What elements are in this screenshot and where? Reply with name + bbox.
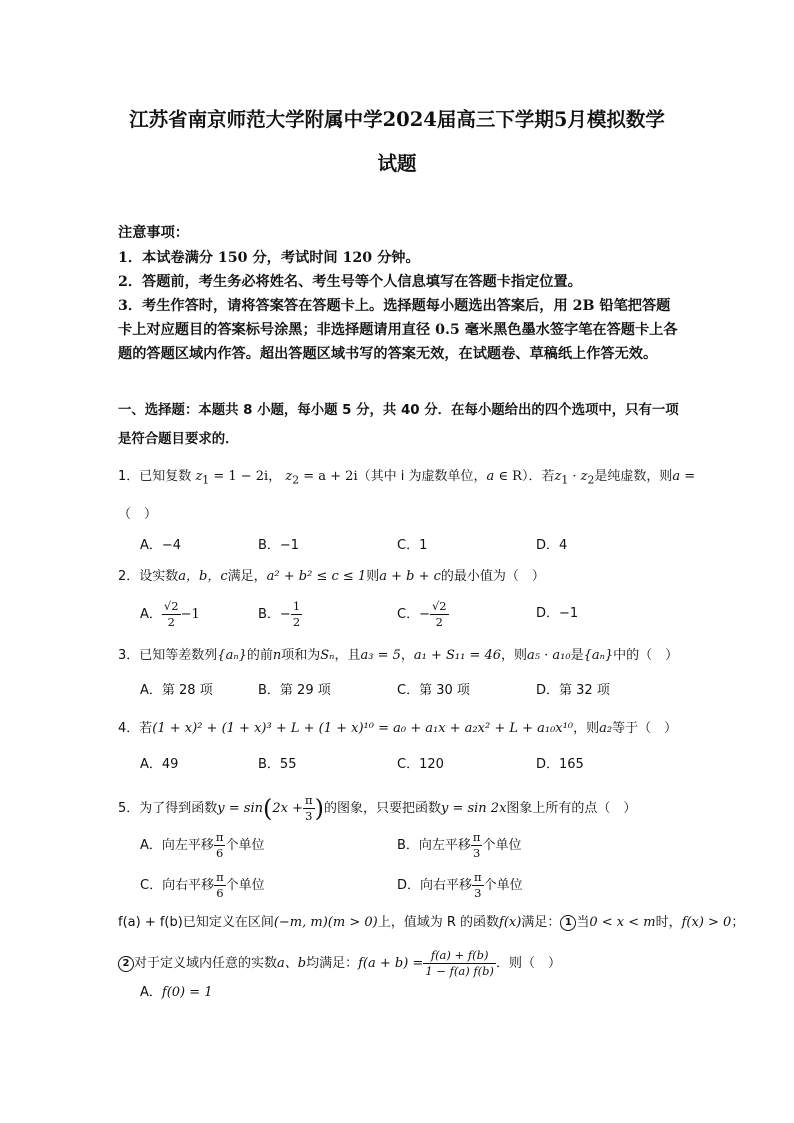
q5-option-b[interactable]	[397, 832, 522, 859]
q2-a-fraction: $\frac{√2}{2}$	[163, 599, 179, 629]
question-1	[118, 466, 696, 492]
q3-option-c[interactable]: C．第 30 项	[397, 683, 470, 698]
question-5	[118, 789, 684, 829]
q6-fx: f(x)	[499, 915, 522, 930]
q6-a-expression: f(0) = 1	[161, 985, 213, 1000]
q3-cond-1: a₃ = 5	[360, 648, 401, 663]
q4-option-c[interactable]: C．120	[397, 757, 444, 772]
title-line-1: 江苏省南京师范大学附属中学2024届高三下学期5月模拟数学	[129, 108, 665, 131]
q2-number: 2．	[118, 569, 140, 584]
q3-option-b[interactable]: B．第 29 项	[258, 683, 331, 698]
q4-text-1: 若	[139, 721, 153, 736]
q5-b-label: B．向左平移	[397, 838, 471, 853]
q4-text-3: 等于（ ）	[612, 721, 678, 736]
q1-eq: =	[680, 469, 696, 484]
q5-func-1-arg: 2x +	[272, 801, 304, 816]
q6-circled-2: 2	[118, 956, 134, 972]
question-3	[118, 645, 684, 667]
q6-number: f(a) + f(b)	[118, 915, 183, 930]
q4-option-d[interactable]: D．165	[536, 757, 584, 772]
section-heading: 一、选择题：本题共 8 小题，每小题 5 分，共 40 分．在每小题给出的四个选项中，只有一项是符合题目要求的．	[118, 403, 679, 447]
q1-aset: ∈ R	[494, 469, 522, 484]
q5-option-c[interactable]	[140, 872, 265, 899]
q5-paren-right: )	[314, 794, 324, 823]
q2-vars: a，b，c	[178, 569, 228, 584]
question-6-line-1	[118, 912, 745, 934]
q4-option-b[interactable]: B．55	[258, 757, 297, 772]
q5-c-label: C．向右平移	[140, 878, 215, 893]
q1-product: $z_1 \cdot z_2$	[554, 469, 595, 487]
q5-func-1-sin: y = sin	[217, 801, 263, 816]
q6-text-4: 当	[576, 915, 590, 930]
title-line-2: 试题	[377, 152, 417, 175]
q1-option-a[interactable]: A．−4	[140, 538, 182, 553]
q3-text-b: 的前	[246, 648, 273, 663]
q2-option-a[interactable]	[140, 601, 200, 628]
question-4	[118, 718, 684, 740]
q3-seq: {aₙ}	[217, 648, 247, 663]
q2-text-4: 的最小值为（ ）	[440, 569, 545, 584]
q4-option-a[interactable]: A．49	[140, 757, 179, 772]
q5-a-fraction: $\frac{\pi}{6}$	[215, 830, 224, 860]
q5-c-fraction: $\frac{\pi}{6}$	[216, 870, 224, 900]
q3-text-e: ，	[400, 648, 414, 663]
q6-text-5: 时，	[655, 915, 682, 930]
q2-text-2: 满足，	[227, 569, 267, 584]
q5-number: 5．	[118, 801, 140, 816]
q2-option-b[interactable]	[258, 601, 302, 628]
q6-text-6: ；	[731, 915, 745, 930]
q6-text-7: 对于定义域内任意的实数	[134, 956, 278, 971]
q3-text-d: ，且	[334, 648, 361, 663]
q6-condition: 0 < x < m	[589, 915, 656, 930]
q1-text-2: （其中 i 为虚数单位，	[357, 469, 487, 484]
q2-text-1: 设实数	[139, 569, 179, 584]
q6-a-label: A．	[140, 985, 162, 1000]
q1-a: a	[486, 469, 495, 484]
q3-text-f: ，则	[501, 648, 528, 663]
q2-text-3: 则	[366, 569, 380, 584]
q6-text-2: 上，值域为 R 的函数	[377, 915, 500, 930]
q3-product: a₅ · a₁₀	[527, 648, 571, 663]
q5-func-2: y = sin 2x	[440, 801, 507, 816]
q5-b-fraction: $\frac{\pi}{3}$	[472, 830, 481, 860]
exam-title	[110, 98, 684, 186]
q3-option-d[interactable]: D．第 32 项	[536, 683, 610, 698]
note-item-1: 1．本试卷满分 150 分，考试时间 120 分钟。	[118, 250, 420, 266]
q2-b-label: B．−	[258, 607, 291, 622]
q6-fraction: $\frac{f(a) + f(b)}{1 - f(a) f(b)}$	[425, 948, 494, 978]
q6-text-3: 满足：	[521, 915, 561, 930]
q4-a2: a₂	[599, 721, 613, 736]
q4-expression: (1 + x)² + (1 + x)³ + L + (1 + x)¹⁰ = a₀ + a₁x + a₂x² + L + a₁₀x¹⁰	[152, 721, 574, 736]
q5-d-label: D．向右平移	[397, 878, 473, 893]
q1-number: 1．	[118, 469, 140, 484]
q2-option-c[interactable]	[397, 601, 449, 628]
q2-option-d[interactable]: D．−1	[536, 606, 579, 621]
q3-number: 3．	[118, 648, 140, 663]
q3-text-g: 是	[570, 648, 584, 663]
q1-text-3: ）．若	[521, 469, 555, 484]
q2-c-label: C．−	[397, 607, 430, 622]
q5-c-unit: 个单位	[225, 878, 265, 893]
q1-option-b[interactable]: B．−1	[258, 538, 300, 553]
q3-text-c: 项和为	[281, 648, 321, 663]
q1-z1: $z_1 = 1 - 2i$	[195, 469, 269, 487]
q5-a-unit: 个单位	[225, 838, 265, 853]
q5-option-d[interactable]	[397, 872, 523, 899]
q6-option-a[interactable]	[140, 982, 213, 1004]
q5-b-unit: 个单位	[482, 838, 522, 853]
q1-ask: a	[672, 469, 681, 484]
q5-d-unit: 个单位	[483, 878, 523, 893]
q6-interval: (−m, m)(m > 0)	[273, 915, 378, 930]
q1-option-d[interactable]: D．4	[536, 538, 568, 553]
q1-text-1: 已知复数	[139, 469, 192, 484]
q6-lhs: f(a + b) =	[358, 956, 424, 971]
q5-text-3: 图象上所有的点（ ）	[506, 801, 637, 816]
q2-a-post: −1	[180, 607, 200, 622]
q1-z2: $z_2 = a + 2i$	[285, 469, 358, 487]
q6-fpos: f(x) > 0	[681, 915, 732, 930]
q1-blank: （ ）	[118, 507, 158, 522]
question-2	[118, 566, 684, 588]
q1-sep: ，	[268, 469, 282, 484]
q2-expression: a + b + c	[379, 569, 441, 584]
q3-n: n	[272, 648, 282, 663]
q2-condition: a² + b² ≤ c ≤ 1	[266, 569, 367, 584]
q6-ab: a、b	[277, 956, 307, 971]
question-6-line-2	[118, 944, 684, 984]
q4-text-2: ，则	[573, 721, 600, 736]
note-item-2: 2．答题前，考生务必将姓名、考生号等个人信息填写在答题卡指定位置。	[118, 274, 582, 290]
q3-text-a: 已知等差数列	[139, 648, 218, 663]
q5-text-2: 的图象，只要把函数	[323, 801, 441, 816]
q2-b-fraction: $\frac{1}{2}$	[292, 599, 301, 629]
q6-circled-1: 1	[560, 915, 576, 931]
q1-text-4: 是纯虚数，则	[594, 469, 673, 484]
q5-text-1: 为了得到函数	[139, 801, 218, 816]
q3-option-a[interactable]: A．第 28 项	[140, 683, 213, 698]
q5-a-label: A．向左平移	[140, 838, 214, 853]
q6-text-9: ．则（ ）	[495, 956, 561, 971]
q3-cond-2: a₁ + S₁₁ = 46	[413, 648, 502, 663]
q5-paren-left: (	[263, 794, 273, 823]
q6-text-8: 均满足：	[306, 956, 359, 971]
q2-a-label: A．	[140, 607, 162, 622]
q4-number: 4．	[118, 721, 140, 736]
q2-c-fraction: $\frac{√2}{2}$	[431, 599, 447, 629]
q3-seq-2: {aₙ}	[583, 648, 614, 663]
note-item-3: 3．考生作答时，请将答案答在答题卡上。选择题每小题选出答案后，用 2B 铅笔把答题卡上对应题目的答案标号涂黑；非选择题请用直径 0.5 毫米黑色墨水签字笔在答题卡上各题的答题区域内作答。超出答题区域书写的答案无效，在试题卷、草稿纸上作答无效。	[118, 298, 678, 362]
q5-pi-over-3: $\frac{\pi}{3}$	[305, 793, 313, 823]
q3-text-h: 中的（ ）	[613, 648, 679, 663]
notes-heading: 注意事项：	[118, 225, 189, 241]
q5-d-fraction: $\frac{\pi}{3}$	[474, 870, 482, 900]
q6-text-1: 已知定义在区间	[182, 915, 274, 930]
q3-sn: Sₙ	[320, 648, 335, 663]
q5-option-a[interactable]	[140, 832, 264, 859]
q1-option-c[interactable]: C．1	[397, 538, 428, 553]
